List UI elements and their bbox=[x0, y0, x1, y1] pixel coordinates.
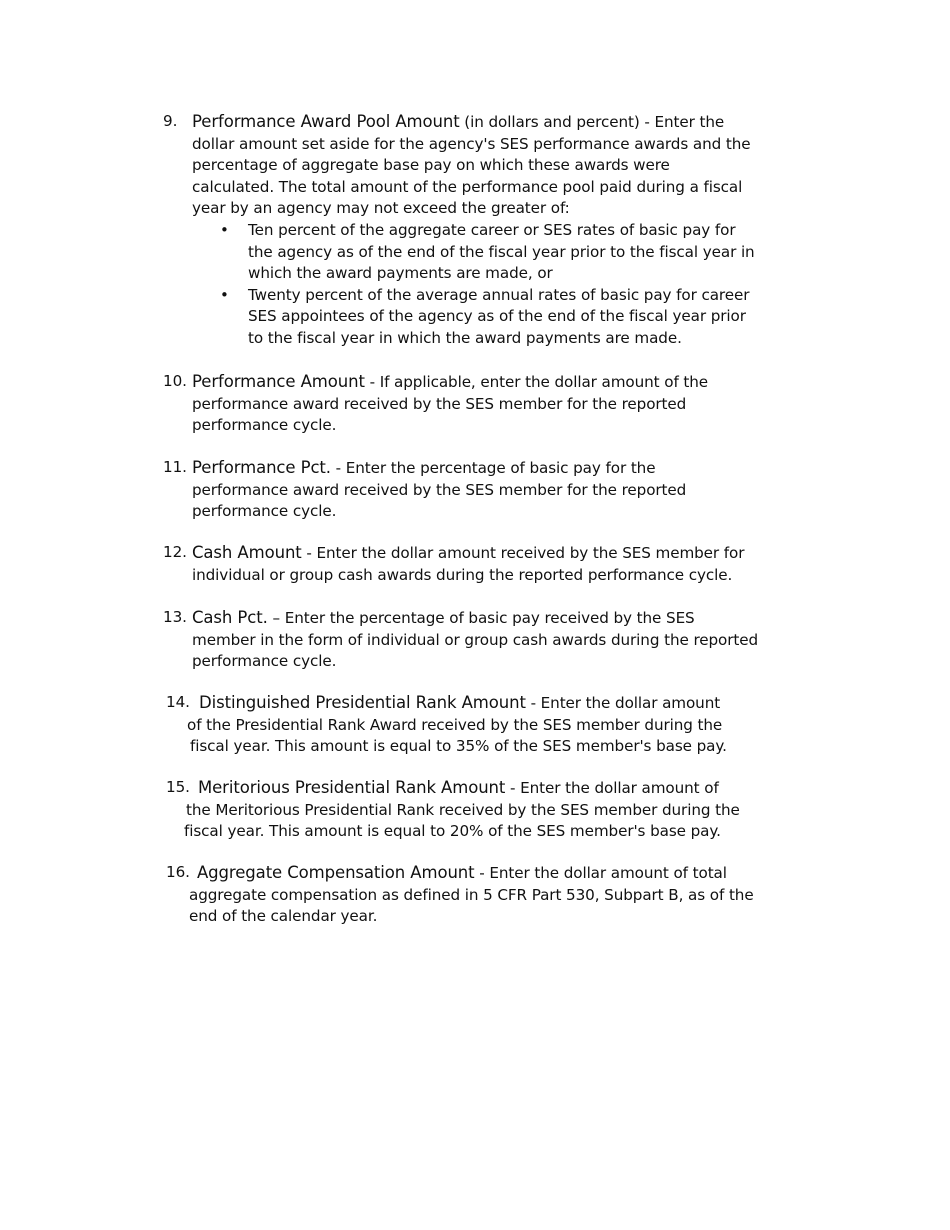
item-text-line: dollar amount set aside for the agency's SES performance awards and the bbox=[192, 134, 751, 153]
instruction-item-14 bbox=[166, 692, 826, 758]
item-number: 11. bbox=[163, 458, 187, 476]
item-body bbox=[192, 607, 823, 673]
item-first-line bbox=[198, 777, 826, 800]
item-text-line: calculated. The total amount of the performance pool paid during a fiscal bbox=[192, 177, 743, 196]
item-text-line: fiscal year. This amount is equal to 35% of the SES member's base pay. bbox=[190, 737, 727, 756]
item-body bbox=[187, 692, 826, 758]
item-text: - Enter the percentage of basic pay for the bbox=[330, 459, 656, 477]
item-term: Distinguished Presidential Rank Amount bbox=[199, 693, 526, 712]
instruction-item-16 bbox=[166, 862, 826, 928]
item-text: – Enter the percentage of basic pay received by the SES bbox=[267, 609, 695, 627]
bullet-text-line: Twenty percent of the average annual rates of basic pay for career bbox=[248, 285, 750, 304]
item-text: (in dollars and percent) - Enter the bbox=[459, 113, 725, 131]
item-number: 15. bbox=[166, 778, 190, 796]
bullet-icon: • bbox=[220, 285, 229, 304]
item-text: - Enter the dollar amount of total bbox=[474, 864, 727, 882]
item-term: Aggregate Compensation Amount bbox=[197, 863, 475, 882]
bullet-text-line: to the fiscal year in which the award payments are made. bbox=[248, 328, 682, 347]
item-first-line bbox=[192, 542, 823, 565]
item-term: Cash Amount bbox=[192, 543, 302, 562]
item-body bbox=[192, 371, 823, 437]
item-text: - Enter the dollar amount received by the SES member for bbox=[301, 544, 745, 562]
item-number: 9. bbox=[163, 112, 178, 130]
instruction-item-13 bbox=[163, 607, 823, 673]
instruction-item-11 bbox=[163, 457, 823, 523]
item-first-line bbox=[192, 371, 823, 394]
bullet-text-line: SES appointees of the agency as of the end of the fiscal year prior bbox=[248, 307, 746, 326]
item-text-line: the Meritorious Presidential Rank received by the SES member during the bbox=[186, 800, 740, 819]
item-text-line: performance cycle. bbox=[192, 652, 337, 671]
item-text: - Enter the dollar amount of bbox=[505, 779, 719, 797]
item-text-line: member in the form of individual or group cash awards during the reported bbox=[192, 630, 759, 649]
item-number: 13. bbox=[163, 608, 187, 626]
bullet-item bbox=[192, 285, 823, 350]
instruction-item-9 bbox=[163, 111, 823, 350]
item-body bbox=[186, 777, 826, 843]
bullet-text-line: the agency as of the end of the fiscal year prior to the fiscal year in bbox=[248, 242, 755, 261]
item-number: 10. bbox=[163, 372, 187, 390]
item-text-line: performance award received by the SES member for the reported bbox=[192, 394, 687, 413]
item-body bbox=[192, 542, 823, 586]
item-first-line bbox=[199, 692, 826, 715]
instruction-item-10 bbox=[163, 371, 823, 437]
instruction-item-15 bbox=[166, 777, 826, 843]
item-first-line bbox=[192, 111, 823, 134]
item-text-line: performance cycle. bbox=[192, 416, 337, 435]
bullet-list bbox=[192, 220, 823, 350]
item-text-line: year by an agency may not exceed the greater of: bbox=[192, 199, 570, 218]
item-body bbox=[192, 457, 823, 523]
item-text: - If applicable, enter the dollar amount of the bbox=[364, 373, 709, 391]
item-term: Performance Pct. bbox=[192, 458, 331, 477]
item-number: 12. bbox=[163, 543, 187, 561]
item-body bbox=[189, 862, 826, 928]
item-text-line: aggregate compensation as defined in 5 CFR Part 530, Subpart B, as of the bbox=[189, 885, 754, 904]
item-text-line: performance award received by the SES member for the reported bbox=[192, 480, 687, 499]
bullet-icon: • bbox=[220, 220, 229, 239]
instruction-item-12 bbox=[163, 542, 823, 586]
bullet-item bbox=[192, 220, 823, 285]
item-number: 14. bbox=[166, 693, 190, 711]
item-text-line: performance cycle. bbox=[192, 502, 337, 521]
item-first-line bbox=[197, 862, 826, 885]
item-text-line: percentage of aggregate base pay on which these awards were bbox=[192, 156, 670, 175]
item-first-line bbox=[192, 607, 823, 630]
item-body bbox=[192, 111, 823, 350]
bullet-text-line: Ten percent of the aggregate career or SES rates of basic pay for bbox=[248, 220, 736, 239]
item-first-line bbox=[192, 457, 823, 480]
item-text: - Enter the dollar amount bbox=[525, 694, 721, 712]
item-text-line: individual or group cash awards during the reported performance cycle. bbox=[192, 565, 733, 584]
item-term: Meritorious Presidential Rank Amount bbox=[198, 778, 506, 797]
item-text-line: end of the calendar year. bbox=[189, 907, 378, 926]
item-text-line: of the Presidential Rank Award received by the SES member during the bbox=[187, 715, 723, 734]
item-number: 16. bbox=[166, 863, 190, 881]
bullet-text-line: which the award payments are made, or bbox=[248, 264, 553, 283]
item-term: Performance Amount bbox=[192, 372, 365, 391]
item-text-line: fiscal year. This amount is equal to 20% of the SES member's base pay. bbox=[184, 822, 721, 841]
item-term: Cash Pct. bbox=[192, 608, 268, 627]
item-term: Performance Award Pool Amount bbox=[192, 112, 460, 131]
